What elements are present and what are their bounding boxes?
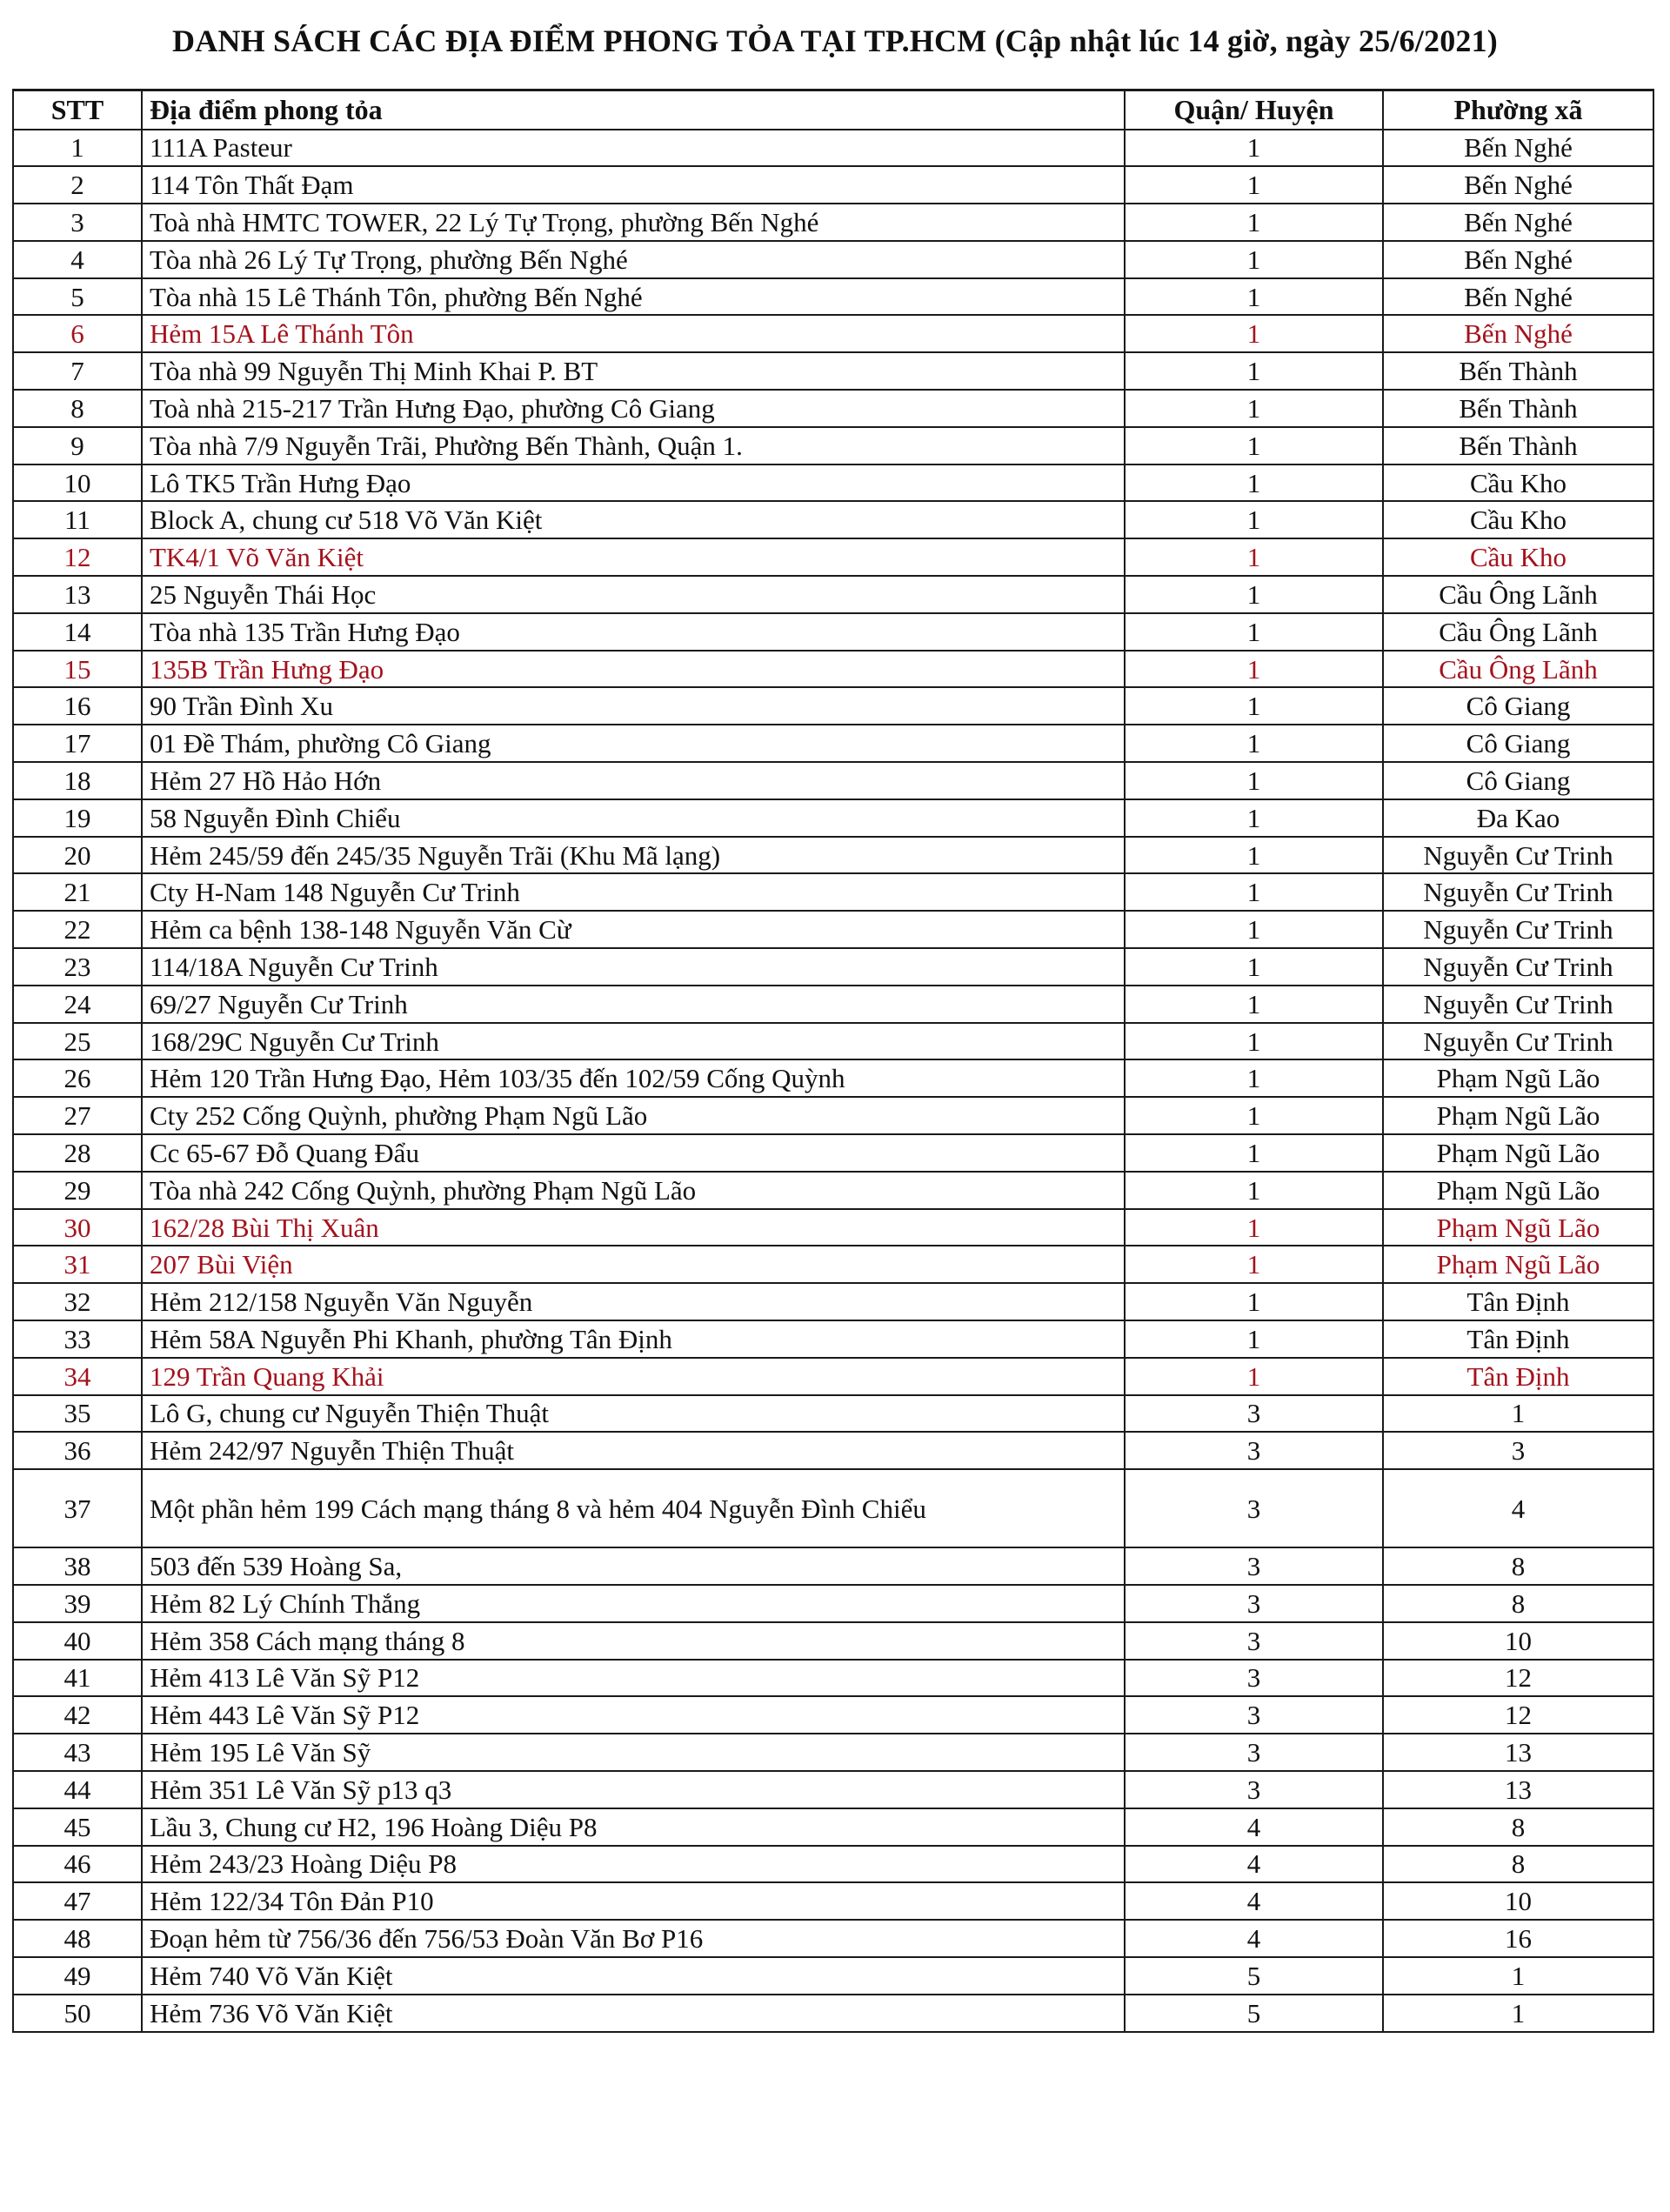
table-row [13, 204, 1653, 241]
table-row [13, 687, 1653, 725]
cell-location: Hẻm 15A Lê Thánh Tôn [142, 315, 1125, 352]
table-row [13, 315, 1653, 352]
cell-stt: 44 [13, 1771, 142, 1808]
cell-location: 162/28 Bùi Thị Xuân [142, 1209, 1125, 1246]
cell-ward: 8 [1383, 1585, 1653, 1622]
cell-location: 58 Nguyễn Đình Chiểu [142, 799, 1125, 837]
cell-district: 1 [1125, 837, 1383, 874]
cell-ward: Cô Giang [1383, 725, 1653, 762]
table-row [13, 1882, 1653, 1920]
page-title: DANH SÁCH CÁC ĐỊA ĐIỂM PHONG TỎA TẠI TP.HCM (Cập nhật lúc 14 giờ, ngày 25/6/2021) [172, 23, 1498, 58]
cell-district: 1 [1125, 613, 1383, 651]
cell-stt: 47 [13, 1882, 142, 1920]
table-row [13, 1547, 1653, 1585]
cell-stt: 2 [13, 166, 142, 204]
cell-district: 3 [1125, 1432, 1383, 1469]
cell-ward: Cầu Kho [1383, 464, 1653, 502]
cell-district: 1 [1125, 538, 1383, 576]
table-row [13, 1134, 1653, 1172]
table-row [13, 725, 1653, 762]
cell-district: 1 [1125, 1246, 1383, 1283]
cell-location: Hẻm 195 Lê Văn Sỹ [142, 1734, 1125, 1771]
table-row [13, 352, 1653, 390]
cell-location: 25 Nguyễn Thái Học [142, 576, 1125, 613]
cell-ward: 3 [1383, 1432, 1653, 1469]
table-row [13, 278, 1653, 316]
cell-ward: Bến Nghé [1383, 241, 1653, 278]
cell-stt: 20 [13, 837, 142, 874]
column-header-ward: Phường xã [1383, 90, 1653, 130]
table-row [13, 1734, 1653, 1771]
table-row [13, 501, 1653, 538]
cell-ward: 12 [1383, 1660, 1653, 1697]
table-row [13, 1246, 1653, 1283]
table-row [13, 873, 1653, 911]
cell-location: Hẻm ca bệnh 138-148 Nguyễn Văn Cừ [142, 911, 1125, 948]
column-header-location: Địa điểm phong tỏa [142, 90, 1125, 130]
cell-ward: Phạm Ngũ Lão [1383, 1172, 1653, 1209]
cell-location: Hẻm 120 Trần Hưng Đạo, Hẻm 103/35 đến 102/59 Cống Quỳnh [142, 1059, 1125, 1097]
table-row [13, 538, 1653, 576]
cell-location: 207 Bùi Viện [142, 1246, 1125, 1283]
cell-stt: 40 [13, 1622, 142, 1660]
cell-location: 114 Tôn Thất Đạm [142, 166, 1125, 204]
cell-location: Hẻm 122/34 Tôn Đản P10 [142, 1882, 1125, 1920]
cell-ward: 8 [1383, 1547, 1653, 1585]
cell-district: 4 [1125, 1808, 1383, 1846]
cell-ward: Cô Giang [1383, 687, 1653, 725]
column-header-district: Quận/ Huyện [1125, 90, 1383, 130]
table-row [13, 1622, 1653, 1660]
cell-stt: 46 [13, 1846, 142, 1883]
table-row [13, 1995, 1653, 2032]
cell-district: 1 [1125, 1059, 1383, 1097]
cell-ward: 10 [1383, 1882, 1653, 1920]
table-row [13, 1469, 1653, 1547]
cell-ward: Bến Nghé [1383, 278, 1653, 316]
cell-location: 135B Trần Hưng Đạo [142, 651, 1125, 688]
cell-stt: 24 [13, 986, 142, 1023]
table-row [13, 166, 1653, 204]
cell-location: 168/29C Nguyễn Cư Trinh [142, 1023, 1125, 1060]
table-row [13, 613, 1653, 651]
cell-ward: Bến Thành [1383, 390, 1653, 427]
cell-location: Cc 65-67 Đỗ Quang Đẩu [142, 1134, 1125, 1172]
table-row [13, 1023, 1653, 1060]
cell-ward: Nguyễn Cư Trinh [1383, 911, 1653, 948]
cell-location: Tòa nhà 7/9 Nguyễn Trãi, Phường Bến Thành, Quận 1. [142, 427, 1125, 464]
cell-ward: 8 [1383, 1846, 1653, 1883]
cell-district: 1 [1125, 651, 1383, 688]
table-row [13, 427, 1653, 464]
cell-district: 1 [1125, 986, 1383, 1023]
cell-stt: 13 [13, 576, 142, 613]
cell-district: 1 [1125, 1097, 1383, 1134]
lockdown-locations-table [12, 89, 1654, 2033]
cell-ward: Nguyễn Cư Trinh [1383, 948, 1653, 986]
cell-district: 1 [1125, 1023, 1383, 1060]
cell-district: 3 [1125, 1469, 1383, 1547]
cell-ward: Cầu Ông Lãnh [1383, 576, 1653, 613]
cell-ward: Nguyễn Cư Trinh [1383, 873, 1653, 911]
cell-district: 5 [1125, 1957, 1383, 1995]
cell-location: 111A Pasteur [142, 130, 1125, 167]
cell-stt: 31 [13, 1246, 142, 1283]
table-row [13, 1808, 1653, 1846]
cell-district: 3 [1125, 1734, 1383, 1771]
cell-ward: 1 [1383, 1395, 1653, 1433]
cell-location: Tòa nhà 135 Trần Hưng Đạo [142, 613, 1125, 651]
table-row [13, 576, 1653, 613]
cell-ward: Phạm Ngũ Lão [1383, 1246, 1653, 1283]
cell-stt: 49 [13, 1957, 142, 1995]
cell-ward: Cầu Ông Lãnh [1383, 651, 1653, 688]
cell-district: 1 [1125, 911, 1383, 948]
cell-ward: 10 [1383, 1622, 1653, 1660]
cell-ward: 12 [1383, 1696, 1653, 1734]
cell-location: Hẻm 245/59 đến 245/35 Nguyễn Trãi (Khu Mã lạng) [142, 837, 1125, 874]
cell-ward: Nguyễn Cư Trinh [1383, 837, 1653, 874]
table-row [13, 1059, 1653, 1097]
cell-district: 1 [1125, 799, 1383, 837]
cell-ward: Tân Định [1383, 1320, 1653, 1358]
cell-location: Hẻm 358 Cách mạng tháng 8 [142, 1622, 1125, 1660]
cell-stt: 34 [13, 1358, 142, 1395]
cell-ward: 1 [1383, 1957, 1653, 1995]
table-row [13, 1358, 1653, 1395]
cell-stt: 9 [13, 427, 142, 464]
cell-stt: 11 [13, 501, 142, 538]
cell-location: 01 Đề Thám, phường Cô Giang [142, 725, 1125, 762]
table-row [13, 1172, 1653, 1209]
cell-stt: 50 [13, 1995, 142, 2032]
table-row [13, 241, 1653, 278]
table-body [13, 130, 1653, 2032]
table-row [13, 1660, 1653, 1697]
cell-district: 4 [1125, 1846, 1383, 1883]
cell-district: 1 [1125, 1320, 1383, 1358]
cell-ward: Nguyễn Cư Trinh [1383, 1023, 1653, 1060]
cell-location: Một phần hẻm 199 Cách mạng tháng 8 và hẻm 404 Nguyễn Đình Chiểu [142, 1469, 1125, 1547]
table-row [13, 464, 1653, 502]
table-row [13, 1771, 1653, 1808]
cell-stt: 25 [13, 1023, 142, 1060]
table-row [13, 130, 1653, 167]
cell-location: Tòa nhà 15 Lê Thánh Tôn, phường Bến Nghé [142, 278, 1125, 316]
cell-location: Toà nhà 215-217 Trần Hưng Đạo, phường Cô Giang [142, 390, 1125, 427]
cell-ward: Cô Giang [1383, 762, 1653, 799]
table-row [13, 1320, 1653, 1358]
cell-location: 503 đến 539 Hoàng Sa, [142, 1547, 1125, 1585]
cell-district: 1 [1125, 948, 1383, 986]
cell-ward: Tân Định [1383, 1283, 1653, 1320]
cell-stt: 8 [13, 390, 142, 427]
cell-district: 1 [1125, 1283, 1383, 1320]
cell-district: 1 [1125, 1209, 1383, 1246]
cell-district: 3 [1125, 1660, 1383, 1697]
cell-district: 1 [1125, 1134, 1383, 1172]
cell-stt: 15 [13, 651, 142, 688]
cell-district: 1 [1125, 204, 1383, 241]
cell-location: Hẻm 58A Nguyễn Phi Khanh, phường Tân Định [142, 1320, 1125, 1358]
cell-ward: Cầu Kho [1383, 501, 1653, 538]
cell-stt: 39 [13, 1585, 142, 1622]
table-row [13, 1432, 1653, 1469]
cell-stt: 23 [13, 948, 142, 986]
cell-location: 69/27 Nguyễn Cư Trinh [142, 986, 1125, 1023]
cell-location: Hẻm 740 Võ Văn Kiệt [142, 1957, 1125, 1995]
cell-stt: 32 [13, 1283, 142, 1320]
cell-stt: 17 [13, 725, 142, 762]
cell-ward: Bến Nghé [1383, 315, 1653, 352]
table-row [13, 1846, 1653, 1883]
table-row [13, 762, 1653, 799]
table-row [13, 986, 1653, 1023]
cell-district: 3 [1125, 1622, 1383, 1660]
cell-district: 5 [1125, 1995, 1383, 2032]
table-row [13, 948, 1653, 986]
cell-stt: 29 [13, 1172, 142, 1209]
table-row [13, 651, 1653, 688]
cell-stt: 7 [13, 352, 142, 390]
cell-ward: Bến Nghé [1383, 130, 1653, 167]
cell-location: Cty H-Nam 148 Nguyễn Cư Trinh [142, 873, 1125, 911]
cell-stt: 41 [13, 1660, 142, 1697]
table-row [13, 911, 1653, 948]
cell-location: Hẻm 82 Lý Chính Thắng [142, 1585, 1125, 1622]
cell-stt: 43 [13, 1734, 142, 1771]
cell-stt: 5 [13, 278, 142, 316]
table-row [13, 1097, 1653, 1134]
cell-stt: 28 [13, 1134, 142, 1172]
cell-stt: 38 [13, 1547, 142, 1585]
cell-location: 90 Trần Đình Xu [142, 687, 1125, 725]
cell-ward: 8 [1383, 1808, 1653, 1846]
cell-ward: Bến Nghé [1383, 204, 1653, 241]
cell-stt: 48 [13, 1920, 142, 1957]
cell-stt: 37 [13, 1469, 142, 1547]
cell-district: 1 [1125, 501, 1383, 538]
cell-district: 1 [1125, 427, 1383, 464]
cell-stt: 42 [13, 1696, 142, 1734]
cell-stt: 18 [13, 762, 142, 799]
cell-stt: 30 [13, 1209, 142, 1246]
cell-ward: Bến Thành [1383, 427, 1653, 464]
cell-ward: Bến Thành [1383, 352, 1653, 390]
cell-district: 1 [1125, 762, 1383, 799]
cell-stt: 36 [13, 1432, 142, 1469]
cell-location: Lô G, chung cư Nguyễn Thiện Thuật [142, 1395, 1125, 1433]
cell-location: Lầu 3, Chung cư H2, 196 Hoàng Diệu P8 [142, 1808, 1125, 1846]
cell-district: 1 [1125, 1358, 1383, 1395]
cell-ward: 4 [1383, 1469, 1653, 1547]
cell-district: 4 [1125, 1920, 1383, 1957]
cell-ward: Tân Định [1383, 1358, 1653, 1395]
table-row [13, 390, 1653, 427]
cell-location: Block A, chung cư 518 Võ Văn Kiệt [142, 501, 1125, 538]
cell-location: Hẻm 212/158 Nguyễn Văn Nguyễn [142, 1283, 1125, 1320]
cell-location: Hẻm 351 Lê Văn Sỹ p13 q3 [142, 1771, 1125, 1808]
cell-district: 1 [1125, 241, 1383, 278]
cell-stt: 35 [13, 1395, 142, 1433]
cell-ward: Phạm Ngũ Lão [1383, 1097, 1653, 1134]
cell-location: Hẻm 243/23 Hoàng Diệu P8 [142, 1846, 1125, 1883]
cell-district: 1 [1125, 464, 1383, 502]
cell-location: Tòa nhà 26 Lý Tự Trọng, phường Bến Nghé [142, 241, 1125, 278]
table-row [13, 837, 1653, 874]
cell-district: 3 [1125, 1395, 1383, 1433]
cell-ward: Phạm Ngũ Lão [1383, 1059, 1653, 1097]
cell-stt: 10 [13, 464, 142, 502]
cell-ward: 13 [1383, 1734, 1653, 1771]
cell-stt: 21 [13, 873, 142, 911]
cell-location: TK4/1 Võ Văn Kiệt [142, 538, 1125, 576]
cell-district: 3 [1125, 1585, 1383, 1622]
cell-district: 1 [1125, 576, 1383, 613]
cell-location: Lô TK5 Trần Hưng Đạo [142, 464, 1125, 502]
cell-stt: 1 [13, 130, 142, 167]
cell-ward: Đa Kao [1383, 799, 1653, 837]
table-header-row [13, 90, 1653, 130]
table-row [13, 1696, 1653, 1734]
cell-ward: 16 [1383, 1920, 1653, 1957]
cell-location: 114/18A Nguyễn Cư Trinh [142, 948, 1125, 986]
cell-ward: Phạm Ngũ Lão [1383, 1209, 1653, 1246]
cell-district: 1 [1125, 352, 1383, 390]
cell-stt: 19 [13, 799, 142, 837]
cell-stt: 16 [13, 687, 142, 725]
cell-district: 1 [1125, 390, 1383, 427]
table-row [13, 1957, 1653, 1995]
column-header-stt: STT [13, 90, 142, 130]
cell-location: Hẻm 242/97 Nguyễn Thiện Thuật [142, 1432, 1125, 1469]
cell-district: 1 [1125, 725, 1383, 762]
cell-stt: 22 [13, 911, 142, 948]
cell-district: 1 [1125, 687, 1383, 725]
cell-district: 1 [1125, 130, 1383, 167]
cell-location: Hẻm 736 Võ Văn Kiệt [142, 1995, 1125, 2032]
cell-district: 1 [1125, 278, 1383, 316]
cell-district: 1 [1125, 166, 1383, 204]
cell-stt: 33 [13, 1320, 142, 1358]
cell-stt: 3 [13, 204, 142, 241]
table-row [13, 1209, 1653, 1246]
cell-location: Toà nhà HMTC TOWER, 22 Lý Tự Trọng, phường Bến Nghé [142, 204, 1125, 241]
table-row [13, 799, 1653, 837]
cell-stt: 4 [13, 241, 142, 278]
cell-ward: Bến Nghé [1383, 166, 1653, 204]
cell-stt: 6 [13, 315, 142, 352]
cell-stt: 14 [13, 613, 142, 651]
cell-location: Cty 252 Cống Quỳnh, phường Phạm Ngũ Lão [142, 1097, 1125, 1134]
cell-stt: 45 [13, 1808, 142, 1846]
cell-district: 1 [1125, 315, 1383, 352]
cell-ward: Phạm Ngũ Lão [1383, 1134, 1653, 1172]
cell-district: 1 [1125, 1172, 1383, 1209]
cell-location: Hẻm 443 Lê Văn Sỹ P12 [142, 1696, 1125, 1734]
cell-location: Hẻm 27 Hồ Hảo Hớn [142, 762, 1125, 799]
cell-district: 1 [1125, 873, 1383, 911]
table-row [13, 1395, 1653, 1433]
cell-location: Tòa nhà 242 Cống Quỳnh, phường Phạm Ngũ Lão [142, 1172, 1125, 1209]
table-row [13, 1585, 1653, 1622]
cell-stt: 27 [13, 1097, 142, 1134]
cell-district: 3 [1125, 1696, 1383, 1734]
table-row [13, 1920, 1653, 1957]
cell-district: 3 [1125, 1547, 1383, 1585]
cell-district: 3 [1125, 1771, 1383, 1808]
cell-ward: 1 [1383, 1995, 1653, 2032]
cell-ward: Nguyễn Cư Trinh [1383, 986, 1653, 1023]
cell-location: Tòa nhà 99 Nguyễn Thị Minh Khai P. BT [142, 352, 1125, 390]
cell-location: 129 Trần Quang Khải [142, 1358, 1125, 1395]
cell-ward: Cầu Kho [1383, 538, 1653, 576]
cell-stt: 12 [13, 538, 142, 576]
cell-location: Hẻm 413 Lê Văn Sỹ P12 [142, 1660, 1125, 1697]
cell-stt: 26 [13, 1059, 142, 1097]
cell-location: Đoạn hẻm từ 756/36 đến 756/53 Đoàn Văn Bơ P16 [142, 1920, 1125, 1957]
cell-district: 4 [1125, 1882, 1383, 1920]
cell-ward: Cầu Ông Lãnh [1383, 613, 1653, 651]
table-row [13, 1283, 1653, 1320]
cell-ward: 13 [1383, 1771, 1653, 1808]
